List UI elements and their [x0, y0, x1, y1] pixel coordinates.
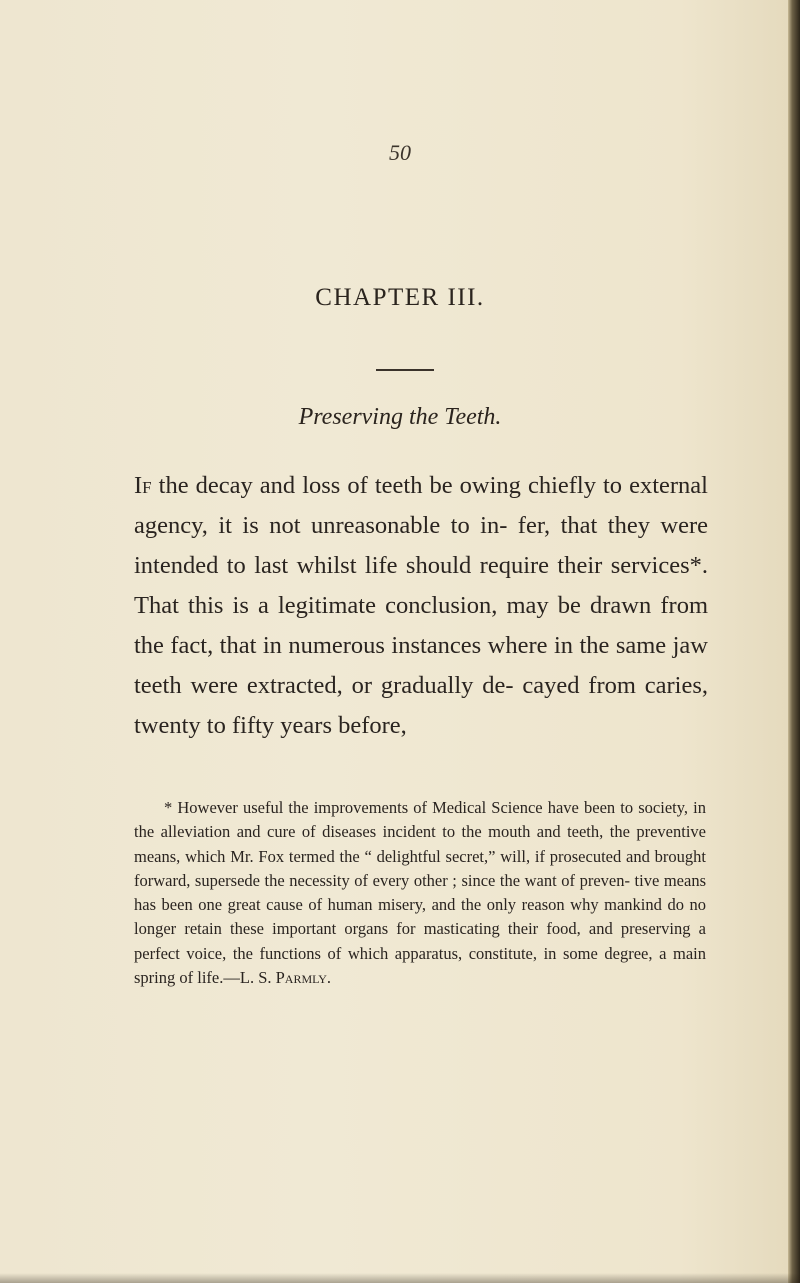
- page-number: 50: [389, 140, 411, 165]
- body-paragraph: [134, 466, 708, 746]
- footnote-text: * However useful the improvements of Medical Science have been to society, in the alleviation and cure of diseases incident to the mouth and teeth, the preventive means, which Mr. Fox termed the “ delightful secret,” will, if prosecuted and brought forward, supersede the necessity of every other ; since the want of preven- tive means has been one great cause of human misery, and the only reason why mankind do no longer retain these important organs for masticating their food, and preserving a perfect voice, the functions of which apparatus, constitute, in some degree, a main spring of life.—: [134, 798, 706, 988]
- page-edge-shadow: [788, 0, 800, 1283]
- footnote: [134, 796, 706, 990]
- body-initial-word: If: [134, 472, 152, 499]
- footnote-author: L. S. Parmly.: [239, 968, 332, 988]
- chapter-title: CHAPTER III.: [315, 284, 485, 311]
- title-divider: [376, 369, 434, 371]
- page-bottom-shadow: [0, 1273, 800, 1283]
- body-text: the decay and loss of teeth be owing chiefly to external agency, it is not unreasonable to in- fer, that they were intended to last whilst life should require their services*. That this is a legitimate conclusion, may be drawn from the fact, that in numerous instances where in the same jaw teeth were extracted, or gradually de- cayed from caries, twenty to fifty years before,: [134, 472, 708, 739]
- section-title: Preserving the Teeth.: [298, 404, 502, 430]
